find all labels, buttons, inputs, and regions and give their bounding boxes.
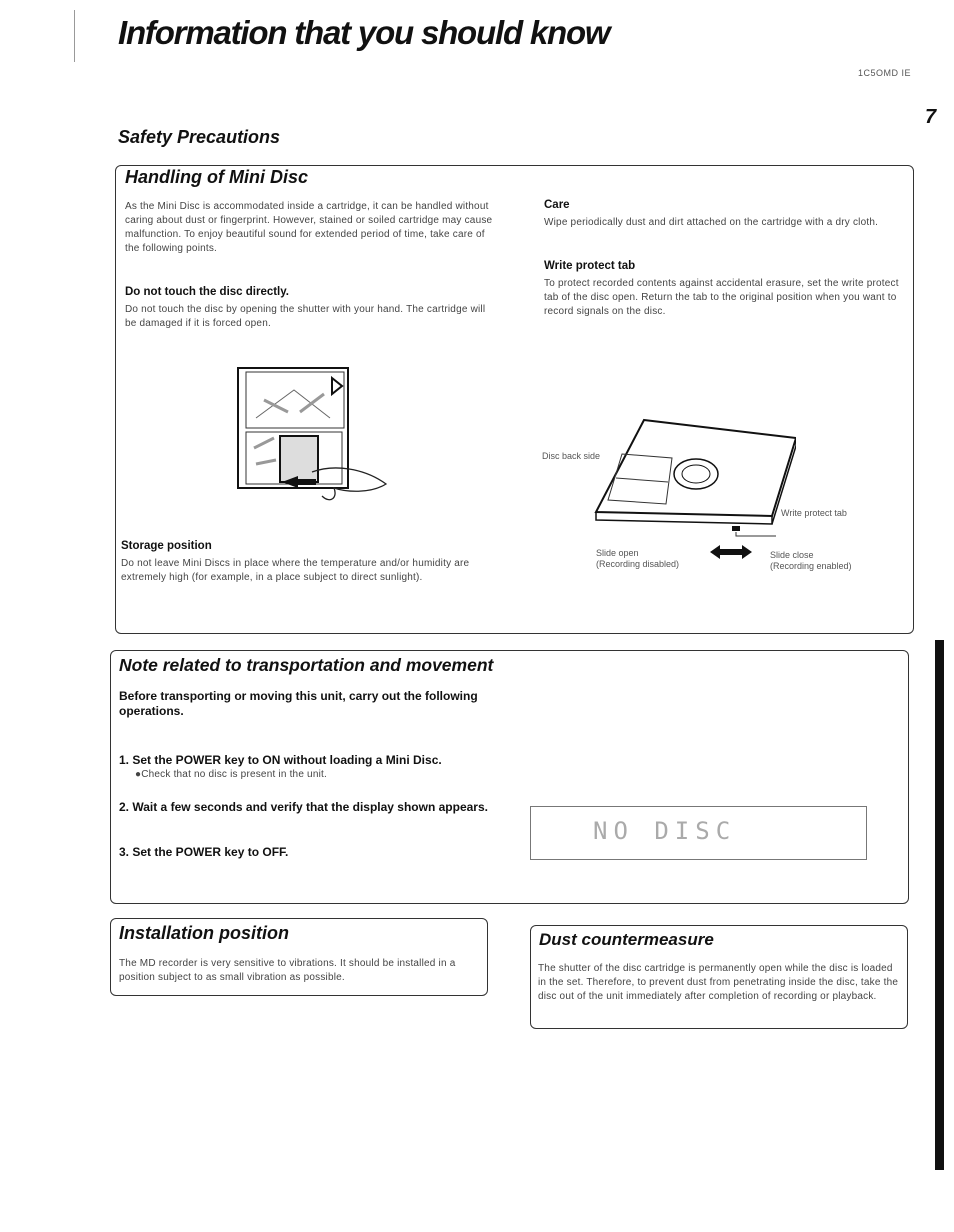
write-protect-text: To protect recorded contents against accidental erasure, set the write protect tab of the disc open. Return the tab to the original position when you want to record signals on the disc. bbox=[544, 278, 899, 317]
page-title: Information that you should know bbox=[118, 14, 610, 51]
page-edge-bar bbox=[935, 640, 944, 1170]
care-title: Care bbox=[544, 199, 570, 211]
handling-intro: As the Mini Disc is accommodated inside a cartridge, it can be handled without caring about dust or fingerprint. However, stained or soiled cartridge may cause malfunction. To enjoy beautiful sound for extended period of time, take care of the following points. bbox=[125, 201, 493, 254]
slide-open-label: Slide open bbox=[596, 548, 639, 558]
handling-box bbox=[115, 165, 914, 634]
transport-intro: Before transporting or moving this unit, carry out the following operations. bbox=[119, 689, 478, 718]
recording-disabled-label: (Recording disabled) bbox=[596, 559, 680, 569]
transport-box bbox=[110, 650, 909, 904]
page-number: 7 bbox=[925, 106, 937, 128]
no-touch-text: Do not touch the disc by opening the shutter with your hand. The cartridge will be damaged if it is forced open. bbox=[125, 304, 486, 329]
step-1-note: ●Check that no disc is present in the unit. bbox=[135, 769, 327, 780]
disc-back-illustration bbox=[586, 416, 796, 546]
storage-title: Storage position bbox=[121, 540, 212, 552]
installation-text: The MD recorder is very sensitive to vibrations. It should be installed in a position subject to as small vibration as possible. bbox=[119, 958, 456, 983]
margin-rule bbox=[74, 10, 75, 62]
dust-box bbox=[530, 925, 908, 1029]
dust-heading: Dust countermeasure bbox=[539, 930, 714, 949]
disc-handling-illustration bbox=[234, 364, 394, 504]
installation-box bbox=[110, 918, 488, 996]
storage-text: Do not leave Mini Discs in place where the temperature and/or humidity are extremely high (for example, in a place subject to direct sunlight). bbox=[121, 558, 470, 583]
handling-heading: Handling of Mini Disc bbox=[125, 167, 308, 187]
safety-heading: Safety Precautions bbox=[118, 127, 281, 147]
slide-arrow-icon bbox=[710, 544, 752, 560]
display-text: NO DISC bbox=[593, 817, 737, 845]
installation-heading: Installation position bbox=[119, 923, 289, 943]
display-panel bbox=[530, 806, 867, 860]
step-2: 2. Wait a few seconds and verify that the display shown appears. bbox=[119, 800, 488, 814]
step-3: 3. Set the POWER key to OFF. bbox=[119, 845, 289, 859]
document-id: 1C5OMD IE bbox=[858, 68, 912, 78]
recording-enabled-label: (Recording enabled) bbox=[770, 561, 852, 571]
write-tab-label: Write protect tab bbox=[781, 508, 847, 518]
disc-back-label: Disc back side bbox=[542, 451, 601, 461]
care-text: Wipe periodically dust and dirt attached on the cartridge with a dry cloth. bbox=[544, 217, 879, 228]
dust-text: The shutter of the disc cartridge is permanently open while the disc is loaded in the set. Therefore, to prevent dust from penetrating inside the disc, take the disc out of the unit immediately after completion of recording or playback. bbox=[538, 963, 899, 1002]
slide-close-label: Slide close bbox=[770, 550, 814, 560]
no-touch-title: Do not touch the disc directly. bbox=[125, 286, 289, 298]
step-1: 1. Set the POWER key to ON without loading a Mini Disc. bbox=[119, 753, 442, 767]
write-protect-title: Write protect tab bbox=[544, 260, 636, 272]
transport-heading: Note related to transportation and movement bbox=[119, 655, 494, 675]
